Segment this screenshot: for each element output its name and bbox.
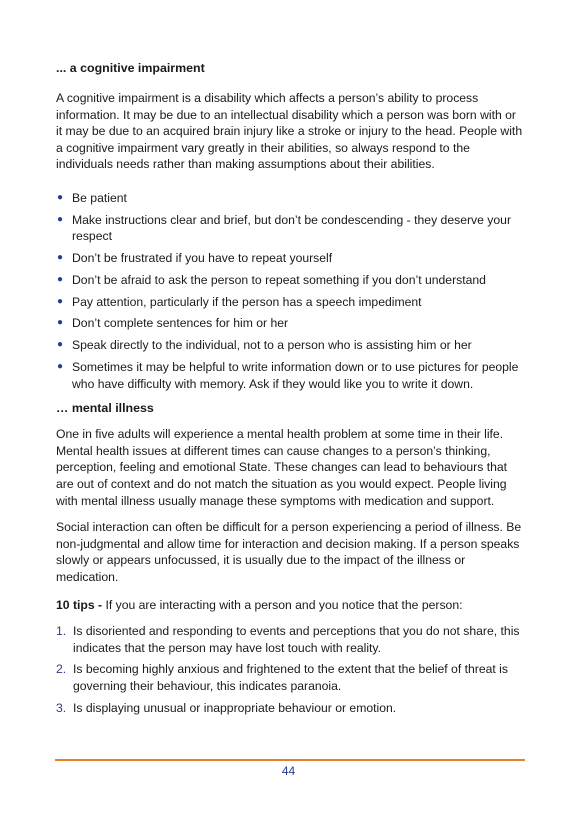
list-number: 2. (56, 662, 67, 677)
list-item (56, 272, 524, 289)
list-item-text: Pay attention, particularly if the person has a speech impediment (72, 294, 422, 309)
paragraph-cognitive-intro: A cognitive impairment is a disability which affects a person’s ability to process information. It may be due to an intellectual disability which a person was born with or it may be due to an acquired brain injury like a stroke or injury to the head. People with a cognitive impairment vary greatly in their abilities, so always respond to the individuals needs rather than making assumptions about their abilities. (56, 91, 523, 172)
bullet-icon: ● (57, 252, 64, 264)
bullet-list-cognitive (56, 190, 524, 392)
footer-rule (55, 759, 525, 761)
bullet-icon: ● (57, 273, 64, 285)
list-item-text: Is becoming highly anxious and frightened to the extent that the belief of threat is governing their behaviour, this indicates paranoia. (73, 662, 508, 693)
document-page (56, 60, 524, 721)
list-item-text: Speak directly to the individual, not to a person who is assisting him or her (72, 338, 472, 353)
section-heading-mental-illness: … mental illness (56, 401, 154, 416)
list-number: 3. (56, 700, 67, 715)
tips-lead: 10 tips - (56, 597, 103, 612)
numbered-list-tips (56, 623, 524, 716)
list-item (56, 661, 524, 694)
tips-intro (56, 597, 524, 614)
list-item-text: Make instructions clear and brief, but don’t be condescending - they deserve your respect (72, 212, 511, 244)
list-item (56, 623, 524, 656)
bullet-icon: ● (57, 361, 64, 373)
section-heading-cognitive: ... a cognitive impairment (56, 61, 205, 75)
bullet-icon: ● (57, 317, 64, 329)
bullet-icon: ● (57, 213, 64, 225)
list-item (56, 212, 524, 245)
list-item-text: Be patient (72, 190, 127, 205)
bullet-icon: ● (57, 339, 64, 351)
bullet-icon: ● (57, 191, 64, 203)
list-item (56, 294, 524, 311)
bullet-icon: ● (57, 295, 64, 307)
list-item (56, 700, 524, 717)
list-item-text: Is displaying unusual or inappropriate behaviour or emotion. (73, 700, 397, 715)
list-item (56, 250, 524, 267)
list-item-text: Don’t complete sentences for him or her (72, 316, 289, 331)
tips-intro-text: If you are interacting with a person and you notice that the person: (102, 597, 463, 612)
list-item-text: Don’t be afraid to ask the person to repeat something if you don’t understand (72, 272, 486, 287)
paragraph-social-interaction: Social interaction can often be difficult for a person experiencing a period of illness. Be non-judgmental and allow time for interaction and decision making. If a person speaks slowly or appears unfocussed, it is usually due to the impact of the illness or medication. (56, 520, 522, 584)
list-item (56, 190, 524, 207)
list-number: 1. (56, 624, 67, 639)
list-item-text: Don’t be frustrated if you have to repeat yourself (72, 251, 333, 266)
list-item-text: Is disoriented and responding to events and perceptions that you do not share, this indicates that the person may have lost touch with reality. (73, 624, 520, 655)
list-item (56, 315, 524, 332)
paragraph-mental-intro: One in five adults will experience a mental health problem at some time in their life. Mental health issues at different times can cause changes to a person’s thinking, perception, feeling and emotional State. These changes can lead to behaviours that are out of context and do not match the situation as you would expect. People living with mental illness usually manage these symptoms with medication and support. (56, 427, 508, 508)
list-item-text: Sometimes it may be helpful to write information down or to use pictures for people who have difficulty with memory. Ask if they would like you to write it down. (72, 360, 519, 391)
page-number: 44 (281, 764, 296, 778)
list-item (56, 337, 524, 354)
list-item (56, 359, 524, 392)
